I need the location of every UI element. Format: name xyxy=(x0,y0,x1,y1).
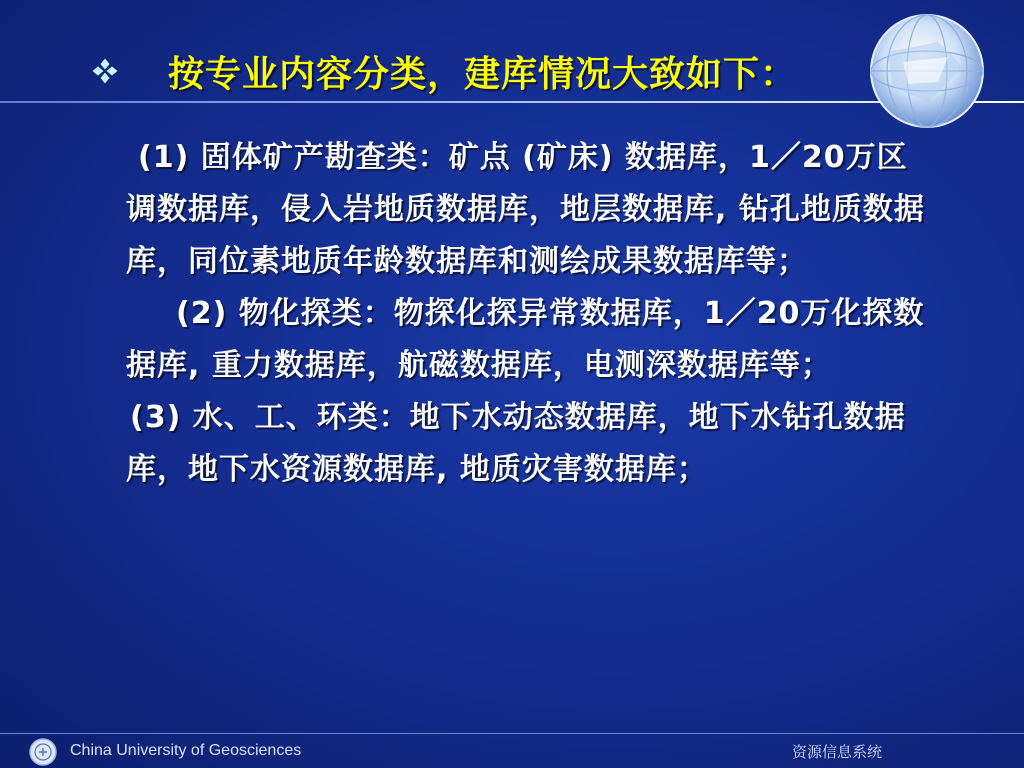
diamond-bullet-icon xyxy=(90,56,120,86)
globe-icon xyxy=(868,12,986,130)
slide-title: 按专业内容分类，建库情况大致如下： xyxy=(168,54,798,95)
paragraph-geophysics-geochemistry: (2) 物化探类：物探化探异常数据库，1／20万化探数据库, 重力数据库，航磁数据库，电测深数据库等； xyxy=(126,296,925,383)
paragraph-hydro-engineering-environment: (3) 水、工、环类：地下水动态数据库，地下水钻孔数据库，地下水资源数据库, 地质灾害数据库； xyxy=(126,400,906,487)
footer-course: 资源信息系统 xyxy=(792,743,883,761)
footer-institution: China University of Geosciences xyxy=(70,742,302,759)
paragraph-solid-minerals: (1) 固体矿产勘查类：矿点 (矿床) 数据库，1／20万区调数据库，侵入岩地质数据库，地层数据库, 钻孔地质数据库，同位素地质年龄数据库和测绘成果数据库等； xyxy=(126,140,925,279)
university-seal-icon xyxy=(28,737,58,767)
content-body xyxy=(126,132,936,496)
footer-divider xyxy=(0,733,1024,734)
